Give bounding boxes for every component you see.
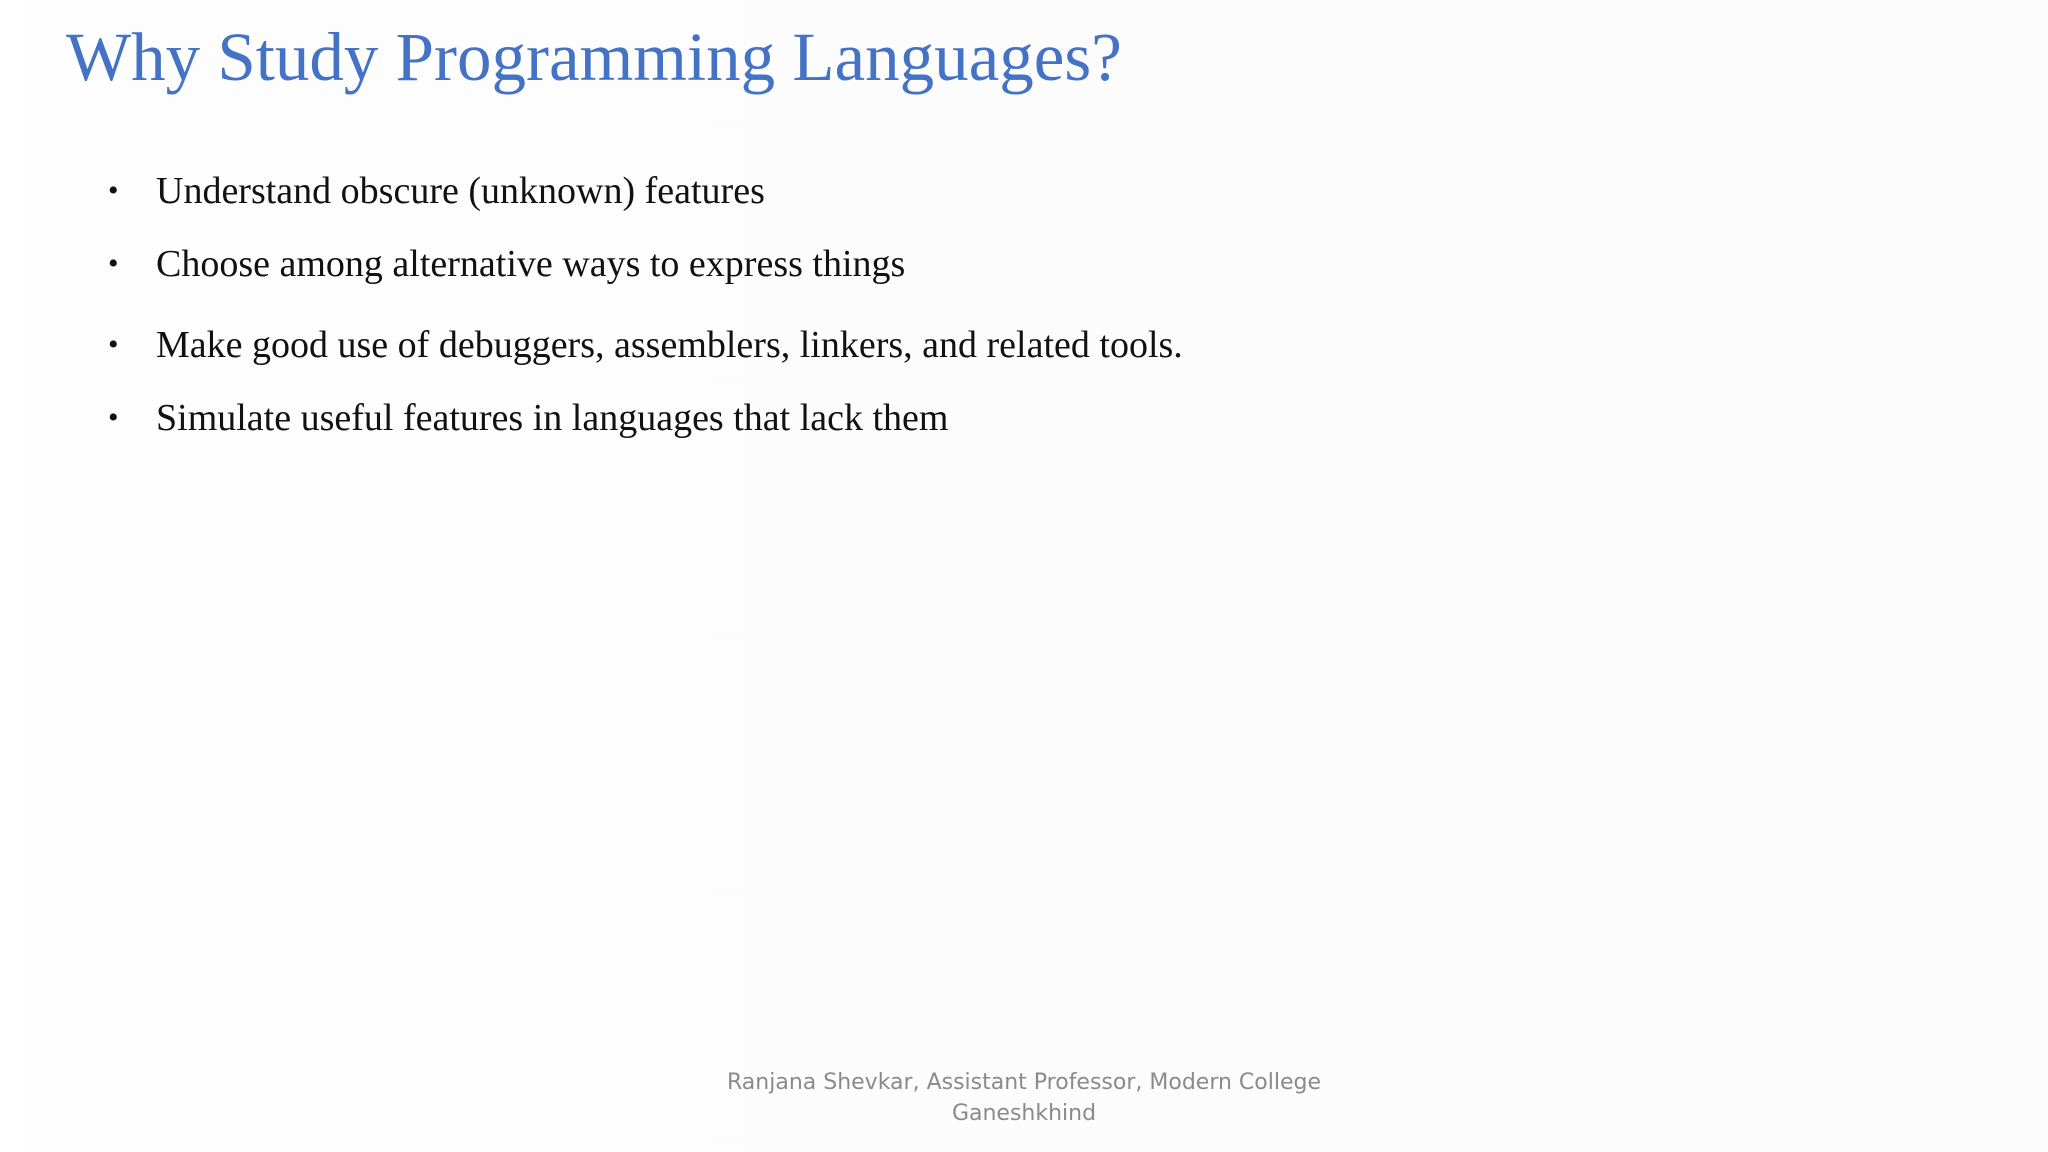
- bullet-text: Simulate useful features in languages that lack them: [156, 397, 949, 439]
- bullet-item: [104, 321, 1183, 369]
- bullet-icon: •: [108, 247, 119, 280]
- bullet-item: [104, 167, 765, 215]
- footer-line-author: Ranjana Shevkar, Assistant Professor, Modern College: [727, 1070, 1321, 1095]
- slide-title: Why Study Programming Languages?: [66, 19, 1122, 95]
- bullet-text: Understand obscure (unknown) features: [156, 170, 765, 212]
- bullet-text: Make good use of debuggers, assemblers, linkers, and related tools.: [156, 324, 1183, 366]
- bullet-text: Choose among alternative ways to express things: [156, 243, 906, 285]
- bullet-icon: •: [108, 401, 119, 434]
- slide-footer: [0, 1067, 2048, 1129]
- bullet-item: [104, 394, 948, 442]
- bullet-icon: •: [108, 174, 119, 207]
- footer-line-location: Ganeshkhind: [951, 1101, 1097, 1126]
- bullet-item: [104, 240, 905, 288]
- bullet-icon: •: [108, 328, 119, 361]
